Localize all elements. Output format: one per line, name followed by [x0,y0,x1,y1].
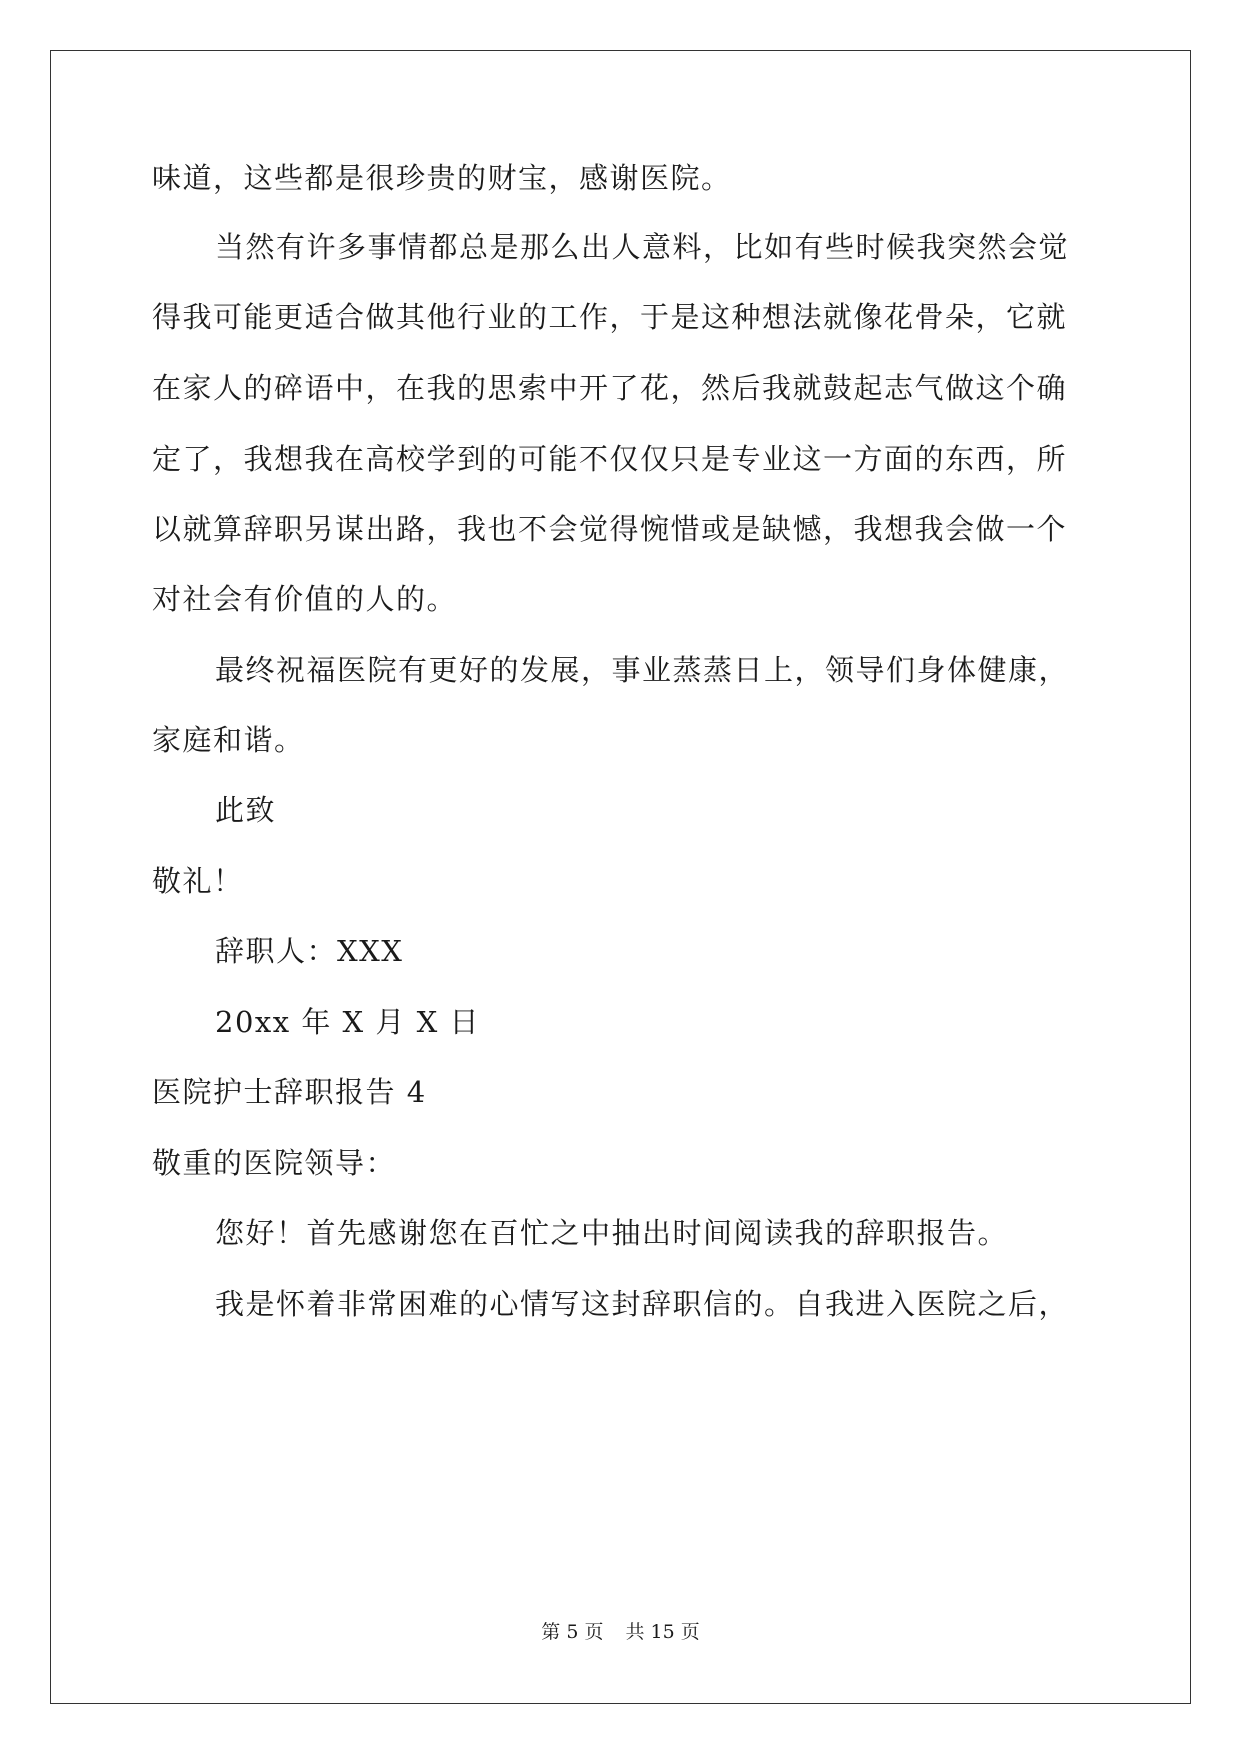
paragraph-line: 对社会有价值的人的。 [152,582,458,616]
paragraph-line: 在家人的碎语中，在我的思索中开了花，然后我就鼓起志气做这个确 [152,371,1068,405]
closing-salutation: 此致 [215,793,277,827]
section-title: 医院护士辞职报告 4 [152,1075,427,1109]
paragraph-line: 最终祝福医院有更好的发展，事业蒸蒸日上，领导们身体健康， [215,653,1070,687]
paragraph-line: 定了，我想我在高校学到的可能不仅仅只是专业这一方面的东西，所 [152,442,1068,476]
paragraph-line: 以就算辞职另谋出路，我也不会觉得惋惜或是缺憾，我想我会做一个 [152,512,1068,546]
page-number: 第 5 页 [541,1621,604,1643]
paragraph-line: 家庭和谐。 [152,723,305,757]
date-line: 20xx 年 X 月 X 日 [215,1005,480,1039]
paragraph-line: 您好！首先感谢您在百忙之中抽出时间阅读我的辞职报告。 [215,1216,1009,1250]
greeting-line: 敬重的医院领导： [152,1146,397,1180]
paragraph-line: 我是怀着非常困难的心情写这封辞职信的。自我进入医院之后， [215,1287,1070,1321]
paragraph-line: 当然有许多事情都总是那么出人意料，比如有些时候我突然会觉 [215,230,1070,264]
signature-line: 辞职人：XXX [215,934,404,968]
paragraph-line: 得我可能更适合做其他行业的工作，于是这种想法就像花骨朵，它就 [152,300,1068,334]
closing-regards: 敬礼！ [152,864,244,898]
page-footer [0,1620,1241,1644]
paragraph-line: 味道，这些都是很珍贵的财宝，感谢医院。 [152,161,732,195]
page-total: 共 15 页 [625,1621,700,1643]
